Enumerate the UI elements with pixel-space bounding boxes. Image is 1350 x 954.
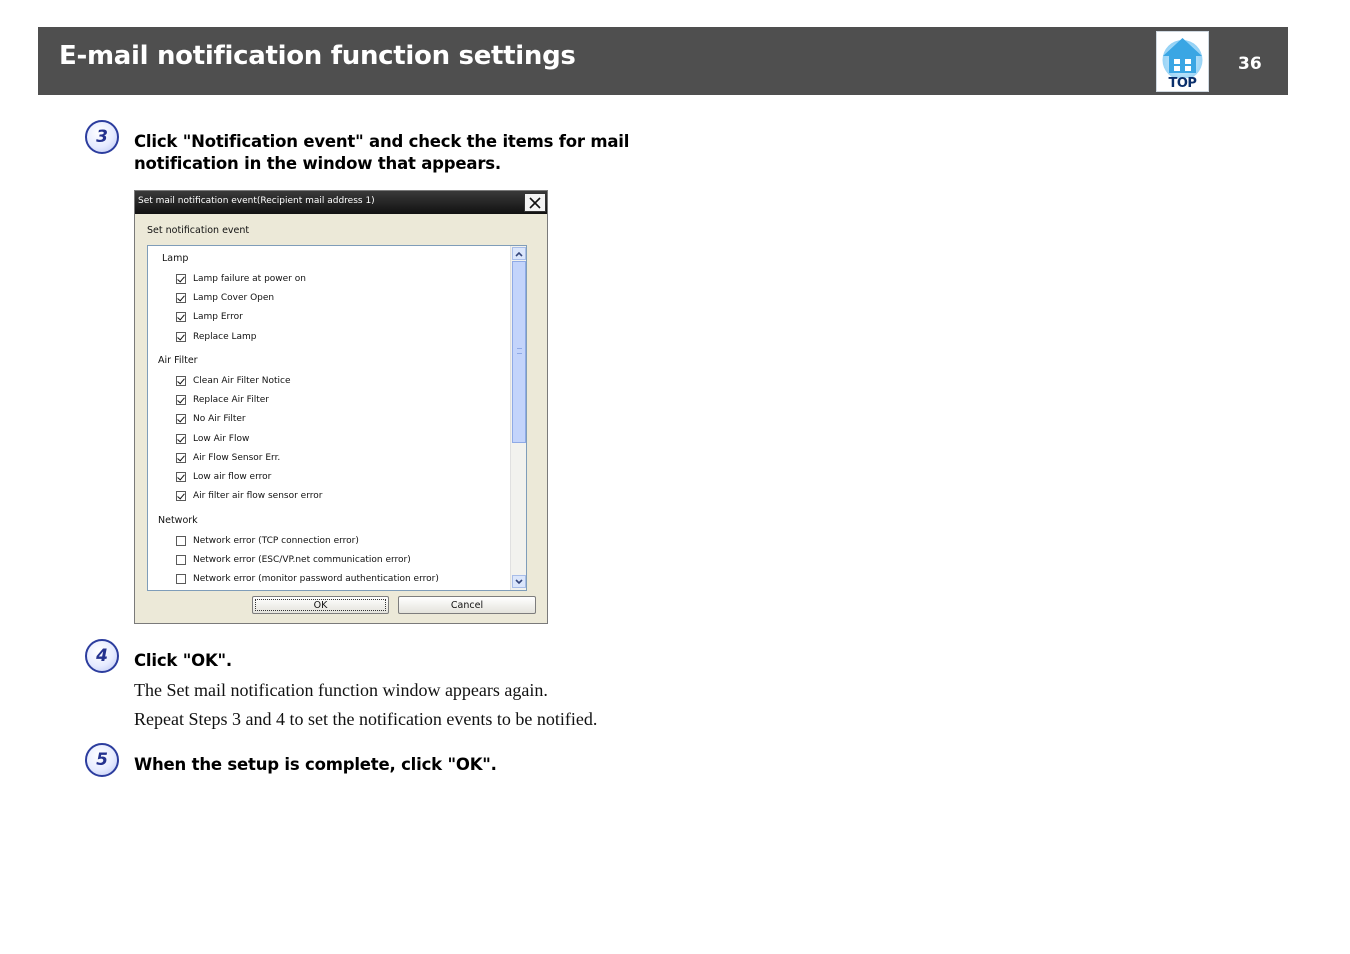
checkbox-replace-air-filter[interactable]	[176, 393, 269, 406]
checkbox-box	[176, 312, 186, 322]
checkbox-label: Lamp Error	[193, 311, 243, 322]
page-number: 36	[1238, 54, 1262, 74]
checkbox-low-air-flow-error[interactable]	[176, 470, 271, 483]
checkbox-network-escvp-error[interactable]	[176, 553, 411, 566]
checkbox-box	[176, 332, 186, 342]
checkbox-label: Lamp failure at power on	[193, 273, 306, 284]
checkbox-label: Network error (ESC/VP.net communication error)	[193, 554, 411, 565]
section-label: Set notification event	[147, 225, 250, 236]
checkbox-label: Replace Lamp	[193, 331, 257, 342]
checkbox-lamp-failure[interactable]	[176, 272, 306, 285]
step-5-heading: When the setup is complete, click "OK".	[134, 755, 497, 774]
checkbox-label: Lamp Cover Open	[193, 292, 275, 303]
checkbox-network-tcp-error[interactable]	[176, 534, 359, 547]
checkbox-low-air-flow[interactable]	[176, 432, 249, 445]
step-4-heading: Click "OK".	[134, 651, 232, 670]
dialog-titlebar	[135, 191, 547, 214]
list-scrollbar[interactable]	[510, 246, 526, 590]
checkbox-box	[176, 536, 186, 546]
checkbox-label: Network error (TCP connection error)	[193, 535, 359, 546]
chevron-down-icon	[515, 579, 523, 585]
top-label: TOP	[1168, 76, 1197, 91]
step-3-badge	[85, 120, 119, 154]
checkbox-box	[176, 491, 186, 501]
step-3-heading-line: notification in the window that appears.	[134, 154, 501, 173]
close-button[interactable]	[524, 193, 546, 212]
checkbox-label: Low Air Flow	[193, 433, 250, 444]
step-number: 5	[96, 750, 108, 770]
scroll-down-button[interactable]	[512, 575, 526, 588]
checkbox-lamp-error[interactable]	[176, 310, 243, 323]
step-3-heading-line: Click "Notification event" and check the items for mail	[134, 132, 630, 151]
group-label-network: Network	[158, 515, 198, 526]
scroll-up-button[interactable]	[512, 247, 526, 260]
close-icon	[528, 196, 542, 210]
scroll-thumb[interactable]	[512, 261, 526, 443]
page-header	[38, 27, 1288, 95]
checkbox-clean-air-filter[interactable]	[176, 374, 291, 387]
house-icon	[1157, 32, 1208, 78]
checkbox-network-password-error[interactable]	[176, 572, 439, 585]
step-4-badge	[85, 639, 119, 673]
chevron-up-icon	[515, 251, 523, 257]
checkbox-label: Network error (monitor password authentication error)	[193, 573, 439, 584]
checkbox-box	[176, 434, 186, 444]
page-title: E-mail notification function settings	[59, 41, 576, 71]
checkbox-label: Low air flow error	[193, 471, 272, 482]
checkbox-box	[176, 453, 186, 463]
grip-icon	[517, 348, 522, 354]
checkbox-box	[176, 376, 186, 386]
top-link[interactable]	[1156, 31, 1209, 92]
checkbox-air-filter-sensor-error[interactable]	[176, 489, 322, 502]
group-label-air-filter: Air Filter	[158, 355, 198, 366]
checkbox-label: Air filter air flow sensor error	[193, 490, 323, 501]
checkbox-box	[176, 293, 186, 303]
checkbox-label: Clean Air Filter Notice	[193, 375, 291, 386]
cancel-button[interactable]: Cancel	[398, 596, 536, 614]
notification-event-dialog	[134, 190, 548, 624]
dialog-title: Set mail notification event(Recipient mail address 1)	[138, 196, 375, 206]
checkbox-box	[176, 395, 186, 405]
checkbox-box	[176, 574, 186, 584]
group-label-lamp: Lamp	[162, 253, 189, 264]
step-5-badge	[85, 743, 119, 777]
checkbox-box	[176, 555, 186, 565]
step-number: 4	[96, 646, 108, 666]
step-4-body-line-1: The Set mail notification function window appears again.	[134, 680, 548, 700]
checkbox-replace-lamp[interactable]	[176, 330, 256, 343]
checkbox-box	[176, 414, 186, 424]
checkbox-no-air-filter[interactable]	[176, 412, 246, 425]
checkbox-air-flow-sensor-err[interactable]	[176, 451, 280, 464]
checkbox-label: No Air Filter	[193, 413, 246, 424]
event-list[interactable]	[147, 245, 527, 591]
checkbox-lamp-cover-open[interactable]	[176, 291, 274, 304]
checkbox-box	[176, 472, 186, 482]
step-3-heading	[134, 131, 629, 175]
checkbox-label: Air Flow Sensor Err.	[193, 452, 281, 463]
checkbox-box	[176, 274, 186, 284]
step-number: 3	[96, 127, 108, 147]
ok-button[interactable]: OK	[252, 596, 389, 614]
step-4-body-line-2: Repeat Steps 3 and 4 to set the notification events to be notified.	[134, 709, 598, 729]
checkbox-label: Replace Air Filter	[193, 394, 269, 405]
